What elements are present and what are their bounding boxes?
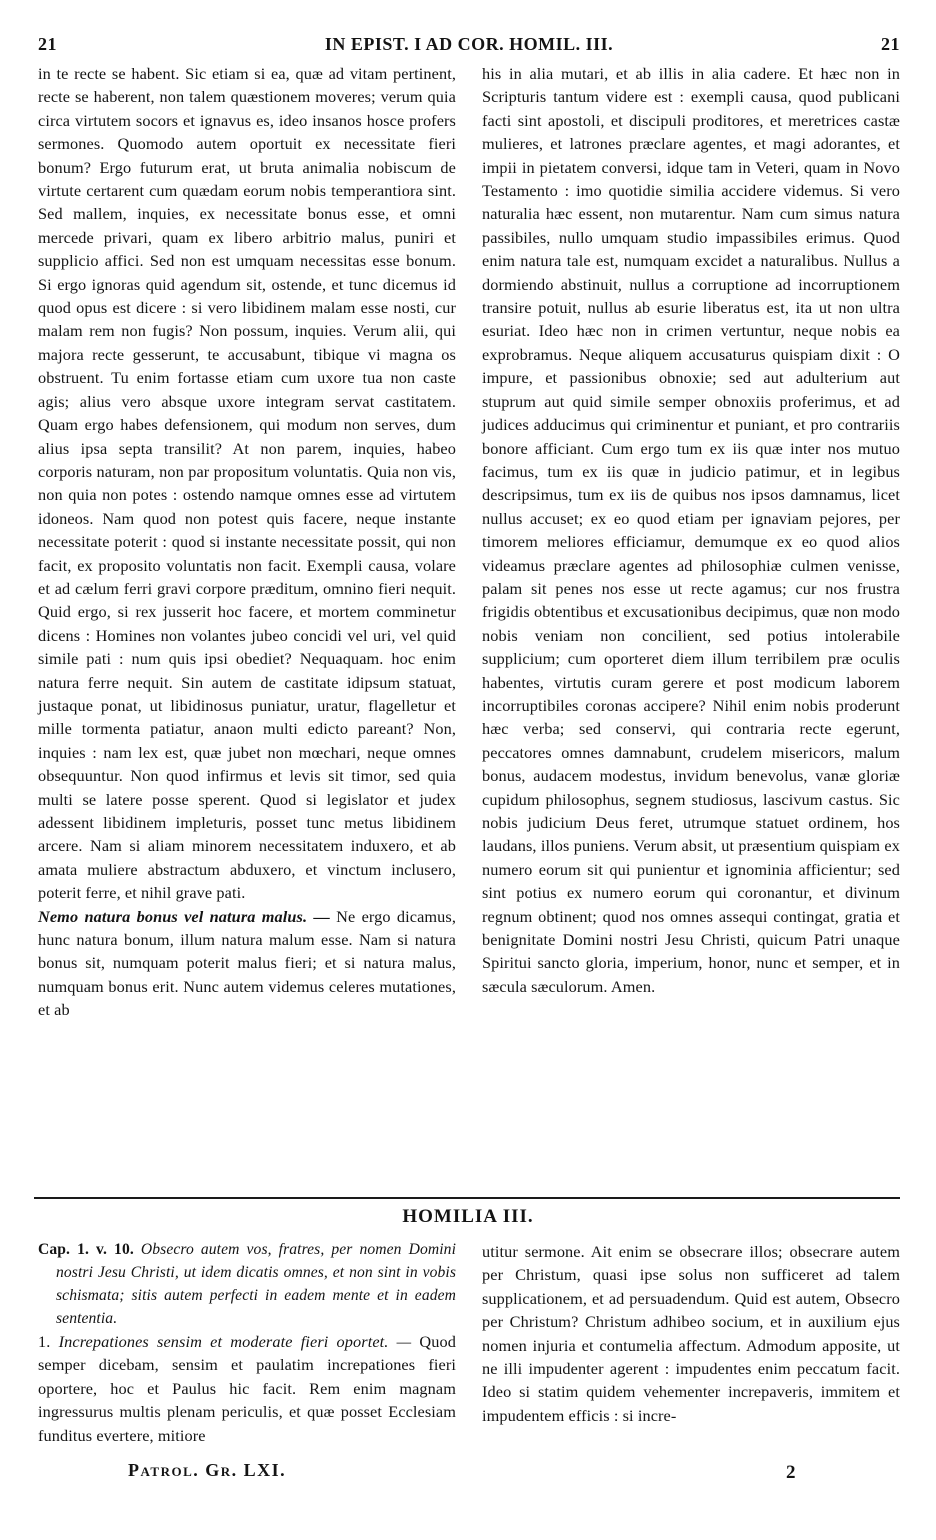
scripture-text: Obsecro autem vos, fratres, per nomen Domini nostri Jesu Christi, ut idem dicatis omnes, et non sint in vobis schismata; sitis autem perfecti in eadem mente et in eadem sententia. xyxy=(56,1241,456,1327)
chapter-verse-reference: Cap. 1. v. 10. xyxy=(38,1241,134,1258)
bottom-left-column xyxy=(38,1238,456,1447)
section-number: 1. xyxy=(38,1332,51,1351)
paragraph-top-right-1: his in alia mutari, et ab illis in alia cadere. Et hæc non in Scripturis tantum videre est : exempli causa, quod publicani facti sint apostoli, et discipuli proditores, et meretrices castæ mulieres, et latrones præclare agentes, et magi adorantes, et impii in pietatem conversi, idque tam in Veteri, quam in Novo Testamento : imo quotidie similia accidere videmus. Si vero naturalia hæc essent, non mutarentur. Nam cum simus natura passibiles, nullo umquam studio impassibiles erimus. Quod enim natura tale est, numquam excidet a naturalibus. Nullus a dormiendo abstinuit, nullus a corruptione ad incorruptionem transire potuit, nullus ab esurie liberatus est, ita ut non ultra esuriat. Ideo hæc non in crimen vertuntur, neque nobis ea exprobramus. Neque aliquem accusaturus quispiam dixit : O impure, et passionibus obnoxie; sed aut adulterium aut stuprum aut quid simile semper obnoxiis proferimus, et ad judices adducimus qui criminentur et puniant, et pro contrariis bonore afficiant. Cum ergo tum ex iis quæ inter nos mutuo facimus, tum ex iis quæ in judicio patimur, et in legibus descripsimus, tum ex iis de quibus nos ipsos damnamus, licet nullus accuset; ex eo quod etiam per ignaviam pejores, per timorem meliores efficiamur, demumque ex eo quod alios videamus præclare agentes ad philosophiæ culmen venisse, palam sit penes nos esse ut recte agamus; cur nos frustra frigidis obtentibus et excusationibus decipimus, quæ non modo nobis veniam non concilient, sed potius intolerabile supplicium; cum oporteret diem illum terribilem præ oculis habentes, virtutis curam gerere et post modicum laborem incorruptibiles coronas accipere? Nihil enim nobis proderunt hæc verba; sed conservi, qui contraria recte egerunt, peccatores omnes damnabunt, crudelem misericors, malum bonus, audacem modestus, invidum benevolus, vanæ gloriæ cupidum philosophus, segnem studiosus, lascivum castus. Sic nobis judicium Deus feret, utrumque statuet ordinem, hos laudans, illos puniens. Verum absit, ut præsentium quispiam ex numero eorum sit qui punientur et ignominia afficientur; sed sint potius ex numero eorum qui coronantur, et divinum regnum obtinent; quod nos omnes assequi contingat, gratia et benignitate Domini nostri Jesu Christi, quicum Patri unaque Spiritui sancto gloria, imperium, honor, nunc et semper, et in sæcula sæculorum. Amen. xyxy=(482,64,900,996)
subheading-nemo-natura: Nemo natura bonus vel natura malus. — xyxy=(38,906,330,926)
scripture-citation xyxy=(38,1238,456,1330)
section-divider-rule xyxy=(34,1197,900,1199)
page-number-left: 21 xyxy=(38,34,57,54)
column-number-right: 21 xyxy=(881,34,900,54)
section-1-paragraph xyxy=(38,1330,456,1447)
top-left-column xyxy=(38,62,456,1022)
running-head xyxy=(38,34,900,64)
paragraph-bottom-right: utitur sermone. Ait enim se obsecrare illos; obsecrare autem per Christum, quasi ipse solus non sufficeret ad talem supplicationem, et ad persuadendum. Quid est autem, Obsecro per Christum? Christum adhibeo socium, et in auxilium ejus nomen injuria et contumelia affectum. Admodum apposite, ut ne illi impudenter agerent : impudentes enim peccatum facit. Ideo si statim quidem vehementer increpaveris, immitem et impudentem efficis : si incre- xyxy=(482,1242,900,1425)
top-right-column xyxy=(482,62,900,998)
section-text: Quod semper dicebam, sensim et paulatim increpationes fieri oportere, hoc et Paulus hic facit. Rem enim magnam ingressurus multis plenam periculis, et quæ posset Ecclesiam funditus evertere, mitiore xyxy=(38,1332,457,1445)
homily-title: HOMILIA III. xyxy=(402,1206,534,1227)
paragraph-top-left-1: in te recte se habent. Sic etiam si ea, quæ ad vitam pertinent, recte se haberent, non talem quæstionem moveres; verum quia circa virtutem socors et ignavus es, ideo insanos hosce profers sermones. Quomodo autem oportuit ex necessitate fieri bonum? Ergo futurum erat, ut bruta animalia nobiscum de virtute certarent cum quædam eorum nobis temperantiora sint. Sed mallem, inquies, ex necessitate bonus esse, et omni mercede privari, quam ex libero arbitrio malus, puniri et supplicio affici. Sed non est umquam necessitas esse bonum. Si ergo ignoras quid agendum sit, ostende, et tunc dicemus id quod opus est dicere : si vero libidinem malam esse nosti, cur malam rem non fugis? Non possum, inquies. Verum alii, qui majora recte gesserunt, te accusabunt, tibique vi magna os obstruent. Tu enim fortasse etiam cum uxore tua non caste agis; alius vero absque uxore integram servat castitatem. Quam ergo habes defensionem, qui modum non serves, dum alius ipsa septa transilit? At non parem, inquies, habeo corporis naturam, non par propositum voluntatis. Quia non vis, non quia non potes : ostendo namque omnes esse ad virtutem idoneos. Nam quod non potest quis facere, neque instante necessitate poterit : quod si instante necessitate possit, qui non facit, ex proposito voluntatis non facit. Exempli causa, volare et ad cælum ferri gravi corpore præditum, omnino fieri nequit. Quid ergo, si rex jusserit hoc facere, et mortem comminetur dicens : Homines non volantes jubeo concidi vel uri, vel quid simile pati : num quis ipsi obediet? Nequaquam. hoc enim natura ferre nequit. Sin autem de castitate idipsum statuat, justaque ponat, ut libidinosus puniatur, uratur, flagelletur et mille tormenta patiatur, anaon multi edicto pareant? Non, inquies : nam lex est, quæ jubet non mœchari, neque omnes obsequuntur. Non quod infirmus et levis sit timor, sed quia multi se latere posse sperent. Quod si legislator et judex adessent libidinem impleturis, posset tunc metus libidinem arcere. Nam si aliam minorem necessitatem induxero, et ab amata muliere abstractum abduxero, et vinctum inclusero, poterit ferre, et nihil grave pati. xyxy=(38,64,456,903)
footer-sheet-number: 2 xyxy=(786,1462,796,1483)
paragraph-top-left-2-text: Ne ergo dicamus, hunc natura bonum, illum natura malum esse. Nam si natura bonus sit, numquam poterit malus fieri; et si natura malus, numquam bonus erit. Nunc autem videmus celeres mutationes, et ab xyxy=(38,906,457,1020)
section-heading: Increpationes sensim et moderate fieri oportet. — xyxy=(50,1332,412,1351)
paragraph-top-left-2 xyxy=(38,905,456,1022)
footer-signature: Patrol. Gr. LXI. xyxy=(128,1460,287,1480)
running-title: IN EPIST. I AD COR. HOMIL. III. xyxy=(324,34,614,54)
bottom-right-column xyxy=(482,1240,900,1427)
